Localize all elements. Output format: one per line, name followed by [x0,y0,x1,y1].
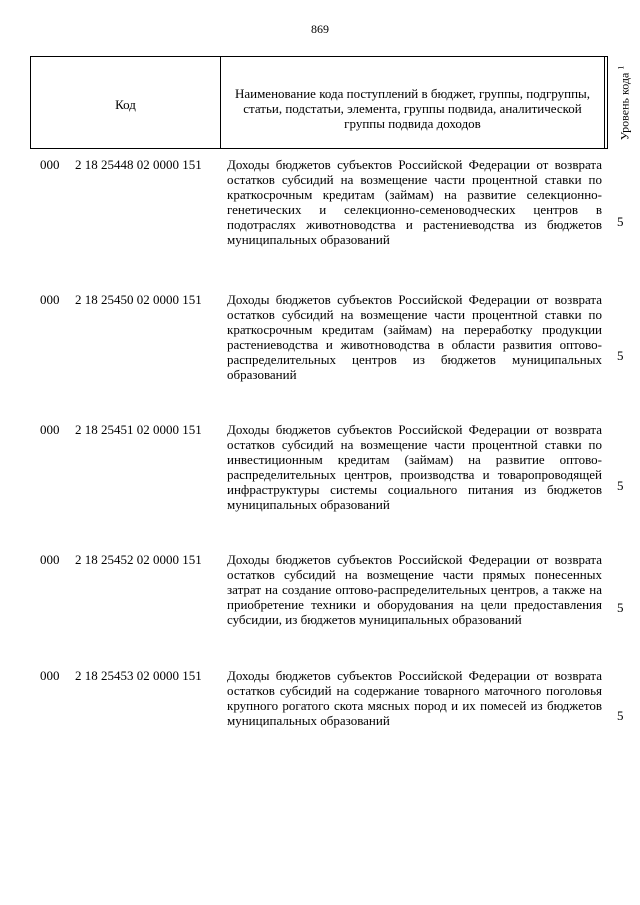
header-name-cell [221,57,605,148]
admin-code: 000 [40,292,60,307]
table-header [30,56,632,149]
revenue-code: 2 18 25450 02 0000 151 [75,292,202,307]
code-level: 5 [617,348,624,363]
revenue-description: Доходы бюджетов субъектов Российской Федерации от возврата остатков субсидий на содержание товарного маточного поголовья крупного рогатого скота мясных пород и их помесей из бюджетов муниципальных образований [227,668,602,728]
admin-code: 000 [40,552,60,567]
revenue-code: 2 18 25453 02 0000 151 [75,668,202,683]
code-level: 5 [617,708,624,723]
revenue-description: Доходы бюджетов субъектов Российской Федерации от возврата остатков субсидий на возмещение части прямых понесенных затрат на создание оптово-распределительных центров, а также на приобретение техники и оборудования на цели предоставления субсидии, из бюджетов муниципальных образований [227,552,602,627]
revenue-description: Доходы бюджетов субъектов Российской Федерации от возврата остатков субсидий на возмещение части процентной ставки по инвестиционным кредитам (займам) на развитие оптово-распределительных центров, производства и товаропроводящей инфраструктуры системы социального питания из бюджетов муниципальных образований [227,422,602,512]
revenue-code: 2 18 25448 02 0000 151 [75,157,202,172]
code-level: 5 [617,478,624,493]
admin-code: 000 [40,422,60,437]
header-code-label: Код [115,97,136,112]
header-level-cell [605,57,640,148]
admin-code: 000 [40,668,60,683]
code-level: 5 [617,600,624,615]
header-level-rotated [615,65,632,140]
header-level-label: Уровень кода [617,72,632,140]
revenue-code: 2 18 25452 02 0000 151 [75,552,202,567]
admin-code: 000 [40,157,60,172]
header-level-footnote: 1 [616,65,626,70]
revenue-description: Доходы бюджетов субъектов Российской Федерации от возврата остатков субсидий на возмещение части процентной ставки по краткосрочным кредитам (займам) на переработку продукции растениеводства и животноводства в области развития оптово-распределительных центров из бюджетов муниципальных образований [227,292,602,382]
code-level: 5 [617,214,624,229]
revenue-description: Доходы бюджетов субъектов Российской Федерации от возврата остатков субсидий на возмещение части процентной ставки по краткосрочным кредитам (займам) на развитие селекционно-генетических и селекционно-семеноводческих центров в подотраслях животноводства и растениеводства из бюджетов муниципальных образований [227,157,602,247]
header-name-label: Наименование кода поступлений в бюджет, группы, подгруппы, статьи, подстатьи, элемента, группы подвида, аналитической группы подвида доходов [234,86,591,131]
page-number: 869 [311,22,329,36]
header-code-cell [31,57,221,148]
revenue-code: 2 18 25451 02 0000 151 [75,422,202,437]
